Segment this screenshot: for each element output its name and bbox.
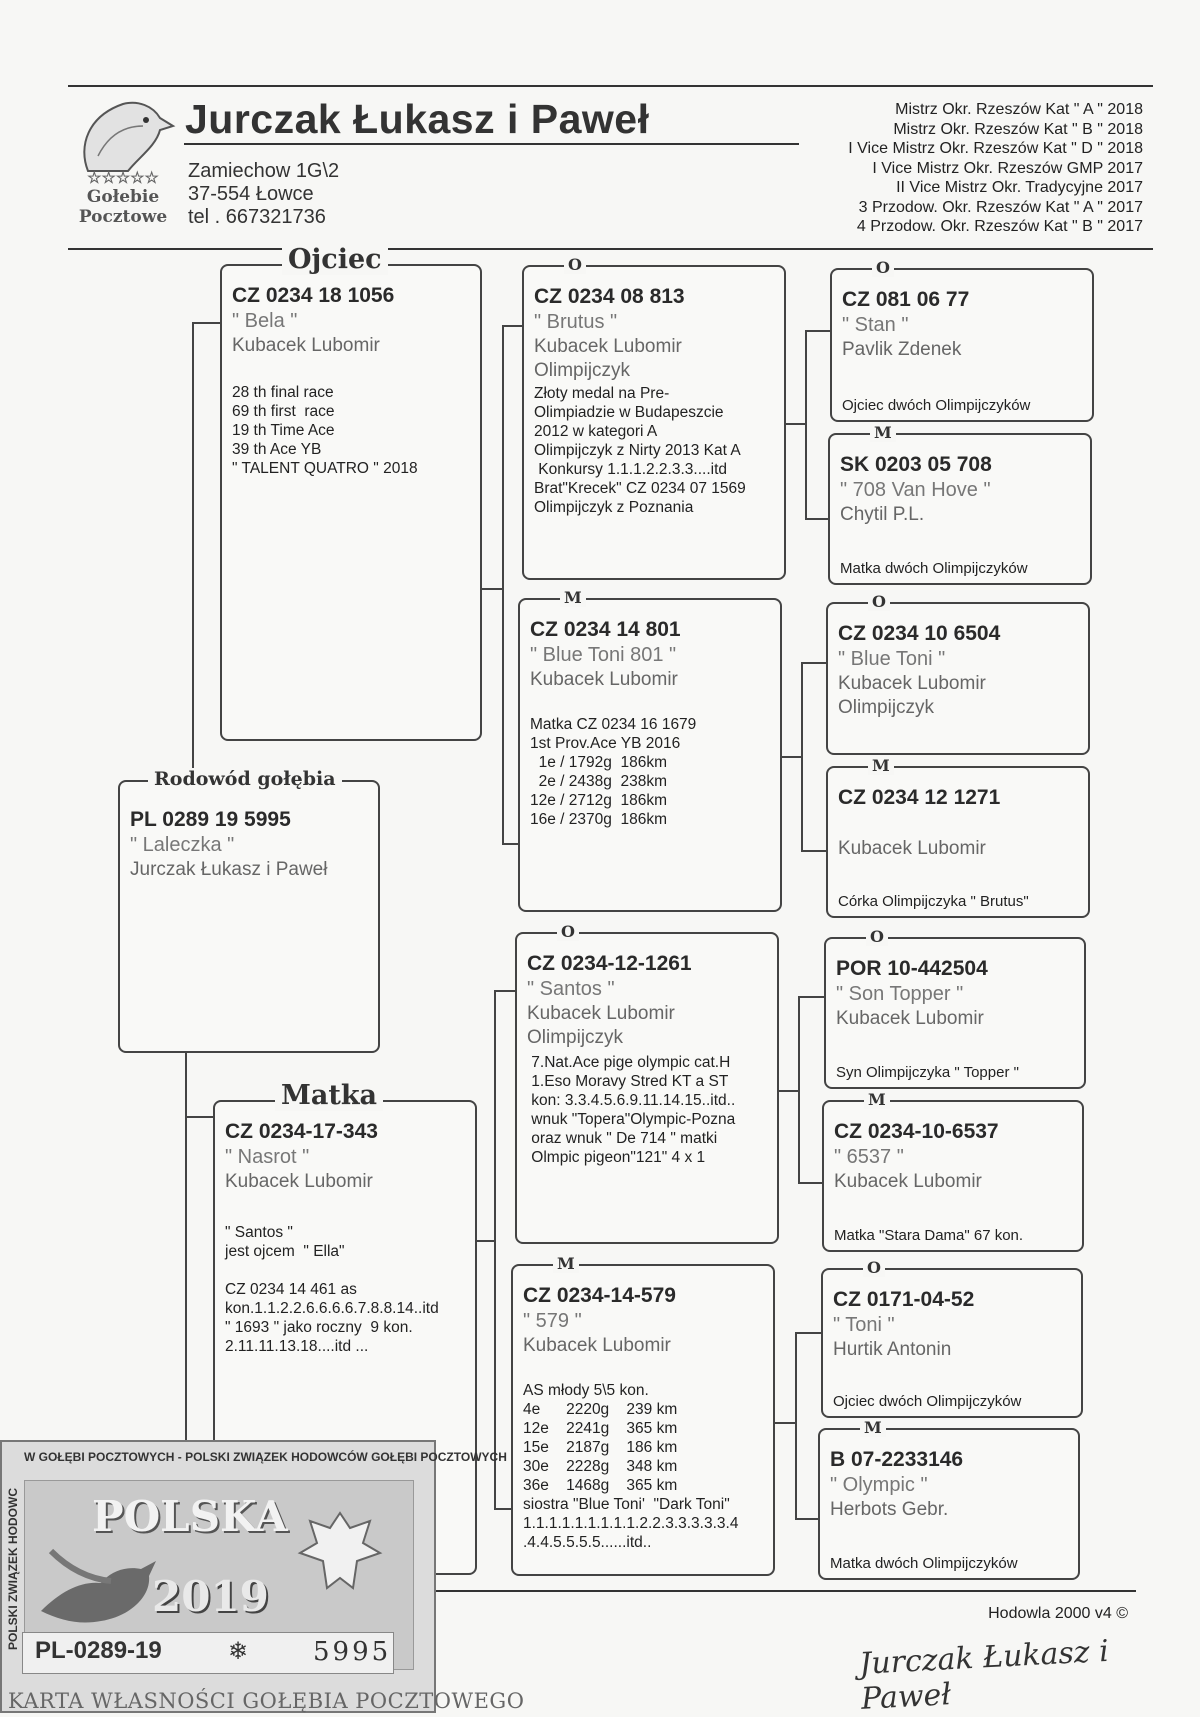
address-line1: Zamiechow 1G\2 bbox=[188, 160, 340, 182]
title-item: I Vice Mistrz Okr. Rzeszów Kat " D " 2018 bbox=[848, 140, 1143, 157]
card-label: O bbox=[866, 927, 888, 946]
signature: Jurczak Łukasz i Paweł bbox=[858, 1633, 1110, 1717]
connector bbox=[480, 588, 502, 590]
notes: Złoty medal na Pre- Olimpiadzie w Budapeszcie 2012 w kategori A Olimpijczyk z Nirty 2013 Kat A Konkursy 1.1.1.2.2.3.3....itd Brat"Krecek" CZ 0234 07 1569 Olimpijczyk z Poznania bbox=[534, 385, 746, 516]
connector bbox=[778, 1090, 798, 1092]
pigeon-name: " Brutus " bbox=[534, 311, 618, 333]
ring-number: CZ 081 06 77 bbox=[842, 288, 970, 311]
pigeon-name: " Son Topper " bbox=[836, 983, 964, 1005]
great-grandparent-card bbox=[821, 1258, 1083, 1418]
owner: Chytil P.L. bbox=[840, 504, 925, 525]
achievement: Olimpijczyk bbox=[527, 1027, 624, 1048]
title-item: 4 Przodow. Okr. Rzeszów Kat " B " 2017 bbox=[856, 218, 1143, 235]
connector bbox=[801, 850, 826, 852]
footer-note: Ojciec dwóch Olimpijczyków bbox=[842, 397, 1031, 414]
connector bbox=[494, 990, 496, 1510]
owner: Kubacek Lubomir bbox=[836, 1008, 984, 1029]
pigeon-name: " 579 " bbox=[523, 1310, 582, 1332]
card-label: M bbox=[864, 1090, 890, 1109]
connector bbox=[775, 1422, 795, 1424]
pigeon-name: " 6537 " bbox=[834, 1146, 904, 1168]
connector bbox=[805, 518, 830, 520]
connector bbox=[785, 423, 805, 425]
pigeon-name: " Bela " bbox=[232, 310, 298, 332]
stamp-ring-number: 5995 bbox=[313, 1637, 392, 1667]
owner: Hurtik Antonin bbox=[833, 1339, 952, 1360]
granddam-paternal-card bbox=[518, 588, 782, 912]
owner: Kubacek Lubomir bbox=[534, 336, 682, 357]
owner: Kubacek Lubomir bbox=[530, 669, 678, 690]
address-block bbox=[188, 160, 339, 229]
pigeon-name: " Nasrot " bbox=[225, 1146, 310, 1168]
stamp-year: 2019 bbox=[152, 1572, 269, 1621]
pigeon-name: " 708 Van Hove " bbox=[840, 479, 991, 501]
great-grandparent-card bbox=[822, 1090, 1084, 1252]
notes: 7.Nat.Ace pige olympic cat.H 1.Eso Moravy Stred KT a ST kon: 3.3.4.5.6.9.11.14.15..itd.. wnuk "Topera"Olympic-Pozna oraz wnuk " De 714 " matki Olmpic pigeon"121" 4 x 1 bbox=[531, 1054, 736, 1166]
great-grandparent-card bbox=[826, 756, 1090, 918]
card-label: M bbox=[860, 1418, 886, 1437]
notes: 28 th final race 69 th first race 19 th Time Ace 39 th Ace YB " TALENT QUATRO " 2018 bbox=[232, 384, 418, 477]
ring-number: B 07-2233146 bbox=[830, 1448, 964, 1471]
pigeon-name: " Stan " bbox=[842, 314, 909, 336]
card-label: O bbox=[564, 255, 586, 274]
connector bbox=[502, 325, 504, 845]
notes: Matka CZ 0234 16 1679 1st Prov.Ace YB 2016 1e / 1792g 186km 2e / 2438g 238km 12e / 2712g 186km 16e / 2370g 186km bbox=[530, 716, 697, 828]
pigeon-name: " Blue Toni " bbox=[838, 648, 946, 670]
owner: Kubacek Lubomir bbox=[838, 673, 986, 694]
pigeon-card bbox=[118, 768, 380, 1053]
owner: Kubacek Lubomir bbox=[225, 1171, 373, 1192]
mother-card-label: Matka bbox=[275, 1080, 383, 1111]
card-label: O bbox=[868, 592, 890, 611]
connector bbox=[502, 325, 522, 327]
connector bbox=[795, 1332, 797, 1520]
owner: Kubacek Lubomir bbox=[232, 335, 380, 356]
connector bbox=[795, 1332, 821, 1334]
stamp-card-title: KARTA WŁASNOŚCI GOŁĘBIA POCZTOWEGO bbox=[8, 1689, 525, 1713]
ring-number: CZ 0234 18 1056 bbox=[232, 284, 395, 307]
ring-number: PL 0289 19 5995 bbox=[130, 808, 291, 831]
title-item: II Vice Mistrz Okr. Tradycyjne 2017 bbox=[896, 179, 1143, 196]
card-label: M bbox=[553, 1254, 579, 1273]
card-label: M bbox=[560, 588, 586, 607]
connector bbox=[801, 662, 826, 664]
title-item: Mistrz Okr. Rzeszów Kat " A " 2018 bbox=[895, 101, 1143, 118]
championship-titles bbox=[783, 100, 1143, 237]
connector bbox=[185, 1116, 215, 1118]
title-item: I Vice Mistrz Okr. Rzeszów GMP 2017 bbox=[872, 159, 1143, 177]
header-bottom-rule bbox=[68, 248, 1153, 250]
ring-number: SK 0203 05 708 bbox=[840, 453, 992, 476]
stamp-ring-strip bbox=[22, 1632, 394, 1674]
owner: Herbots Gebr. bbox=[830, 1499, 949, 1520]
pigeon-name bbox=[838, 812, 1080, 836]
great-grandparent-card bbox=[818, 1418, 1080, 1580]
footer-note: Córka Olimpijczyka " Brutus" bbox=[838, 893, 1029, 910]
logo-text-line1: Gołebie bbox=[86, 187, 160, 207]
ring-number: CZ 0171-04-52 bbox=[833, 1288, 975, 1311]
breeder-name: Jurczak Łukasz i Paweł bbox=[185, 96, 650, 142]
connector bbox=[805, 330, 830, 332]
connector bbox=[798, 996, 824, 998]
connector bbox=[798, 1182, 824, 1184]
owner: Kubacek Lubomir bbox=[527, 1003, 675, 1024]
title-underline bbox=[184, 143, 799, 145]
logo-stars: ☆☆☆☆☆ bbox=[87, 168, 159, 187]
phone: tel . 667321736 bbox=[188, 206, 326, 228]
pigeon-head-icon bbox=[68, 96, 178, 176]
great-grandparent-card bbox=[826, 592, 1090, 755]
title-item: 3 Przodow. Okr. Rzeszów Kat " A " 2017 bbox=[858, 198, 1143, 216]
connector bbox=[781, 756, 801, 758]
card-label: O bbox=[872, 258, 894, 277]
owner: Pavlik Zdenek bbox=[842, 339, 962, 360]
granddam-maternal-card bbox=[511, 1254, 775, 1576]
logo-text-line2: Pocztowe bbox=[78, 207, 168, 227]
pigeon-name: " Santos " bbox=[527, 978, 615, 1000]
connector bbox=[798, 996, 800, 1184]
achievement: Olimpijczyk bbox=[534, 360, 631, 381]
stamp-left-text: POLSKI ZWIĄZEK HODOWC bbox=[6, 1488, 20, 1650]
grandsire-paternal-card bbox=[522, 255, 786, 580]
ring-number: POR 10-442504 bbox=[836, 957, 988, 980]
pigeon-name: " Olympic " bbox=[830, 1474, 928, 1496]
card-label: O bbox=[863, 1258, 885, 1277]
bottom-rule bbox=[436, 1590, 1136, 1592]
title-item: Mistrz Okr. Rzeszów Kat " B " 2018 bbox=[893, 120, 1143, 138]
grandsire-maternal-card bbox=[515, 922, 779, 1244]
connector bbox=[192, 322, 194, 777]
pigeon-card-label: Rodowód gołębia bbox=[148, 768, 342, 790]
owner: Kubacek Lubomir bbox=[838, 838, 986, 859]
software-credit: Hodowla 2000 v4 © bbox=[988, 1605, 1128, 1622]
stamp-arc-text: W GOŁĘBI POCZTOWYCH - POLSKI ZWIĄZEK HODOWCÓW GOŁĘBI POCZTOWYCH bbox=[24, 1450, 507, 1464]
footer-note: Matka dwóch Olimpijczyków bbox=[830, 1555, 1018, 1572]
snowflake-icon: ❄ bbox=[228, 1638, 249, 1665]
connector bbox=[192, 322, 222, 324]
great-grandparent-card bbox=[828, 423, 1092, 585]
ring-number: CZ 0234-12-1261 bbox=[527, 952, 692, 975]
footer-note: Syn Olimpijczyka " Topper " bbox=[836, 1064, 1019, 1081]
stamp-country: POLSKA bbox=[92, 1492, 288, 1541]
connector bbox=[805, 330, 807, 520]
address-line2: 37-554 Łowce bbox=[188, 183, 314, 205]
connector bbox=[801, 662, 803, 852]
connector bbox=[494, 990, 516, 992]
ring-number: CZ 0234-17-343 bbox=[225, 1120, 378, 1143]
card-label: O bbox=[557, 922, 579, 941]
notes: " Santos " jest ojcem " Ella" CZ 0234 14 461 as kon.1.1.2.2.6.6.6.6.7.8.8.14..itd " 1693 " jako roczny 9 kon. 2.11.11.13.18....itd ... bbox=[225, 1224, 439, 1355]
ring-number: CZ 0234-10-6537 bbox=[834, 1120, 999, 1143]
pigeon-name: " Toni " bbox=[833, 1314, 895, 1336]
footer-note: Matka dwóch Olimpijczyków bbox=[840, 560, 1028, 577]
header-top-rule bbox=[68, 85, 1153, 87]
notes: AS młody 5\5 kon. 4e 2220g 239 km 12e 2241g 365 km 15e 2187g 186 km 30e 2228g 348 km 36e 1468g 365 km siostra "Blue Toni' "Dark Toni" 1.1.1.1.1.1.1.1.1.2.2.3.3.3.3.3.4 .4.4.5.5.5.5......itd.. bbox=[523, 1382, 739, 1551]
owner: Kubacek Lubomir bbox=[834, 1171, 982, 1192]
connector bbox=[185, 1116, 187, 1441]
great-grandparent-card bbox=[830, 258, 1094, 422]
owner: Jurczak Łukasz i Paweł bbox=[130, 859, 328, 880]
club-logo bbox=[68, 96, 178, 226]
card-label: M bbox=[870, 423, 896, 442]
father-card-label: Ojciec bbox=[282, 244, 388, 275]
pigeon-name: " Blue Toni 801 " bbox=[530, 644, 677, 666]
great-grandparent-card bbox=[824, 927, 1086, 1089]
father-card bbox=[220, 244, 482, 741]
footer-note: Matka "Stara Dama" 67 kon. bbox=[834, 1227, 1024, 1244]
connector bbox=[185, 1053, 187, 1118]
ring-number: CZ 0234-14-579 bbox=[523, 1284, 676, 1307]
card-label: M bbox=[868, 756, 894, 775]
ring-number: CZ 0234 12 1271 bbox=[838, 786, 1001, 809]
ring-number: CZ 0234 08 813 bbox=[534, 285, 685, 308]
ring-number: CZ 0234 10 6504 bbox=[838, 622, 1001, 645]
owner: Kubacek Lubomir bbox=[523, 1335, 671, 1356]
pigeon-name: " Laleczka " bbox=[130, 834, 235, 856]
footer-note: Ojciec dwóch Olimpijczyków bbox=[833, 1393, 1022, 1410]
stamp-ring-prefix: PL-0289-19 bbox=[35, 1637, 162, 1664]
ring-number: CZ 0234 14 801 bbox=[530, 618, 681, 641]
eagle-emblem-icon bbox=[295, 1503, 385, 1603]
achievement: Olimpijczyk bbox=[838, 697, 935, 718]
ownership-card-stamp bbox=[0, 1440, 525, 1713]
